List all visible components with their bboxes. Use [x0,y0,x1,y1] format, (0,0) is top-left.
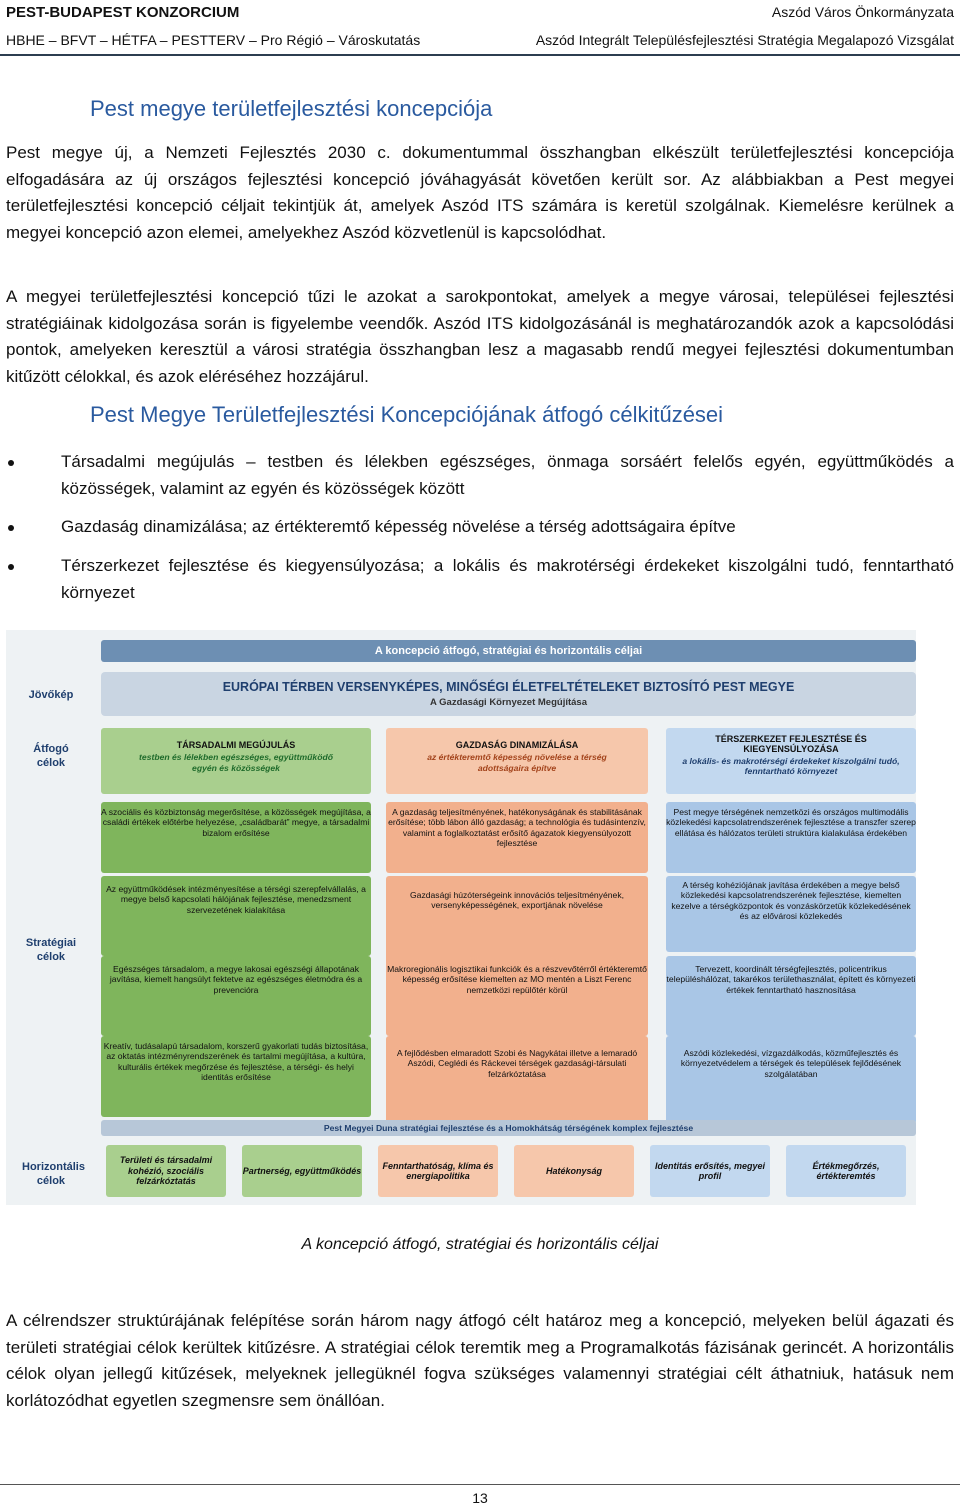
strategic-goal: Gazdasági húzóterségeink innovációs teljesítményének, versenyképességének, exportjának növelése [386,876,648,962]
section-title: Pest megye területfejlesztési koncepciója [90,96,493,121]
strategic-goal: A szociális és közbiztonság megerősítése, a közösségek megújítása, a családi értékek előtérbe helyezése, „családbarát” megye, a társadalmi bizalom erősítése [101,802,371,873]
footer-divider [0,1484,960,1485]
goal-title: GAZDASÁG DINAMIZÁLÁSA [455,740,579,750]
strategic-goal: Tervezett, koordinált térségfejlesztés, policentrikus településhálózat, takarékos területhasználat, épített és környezeti értékek fenntartható hasznosítása [666,956,916,1036]
strategic-goal: Kreatív, tudásalapú társadalom, korszerű gyakorlati tudás biztosítása, az oktatás intézményrendszerének és tartalmi megújítása, a kultúra, kulturális értékek megőrzése és fejlesztése, a térségi- és helyi identitás erősítése [101,1036,371,1117]
page-header-top [0,4,960,24]
header-doc: Aszód Integrált Településfejlesztési Stratégia Megalapozó Vizsgálat [535,32,954,48]
bullet-text: Társadalmi megújulás – testben és lélekben egészséges, önmaga sorsáért felelős egyén, együttműködés a közösségek, valamint az egyén és közösségek között [61,452,954,498]
strategic-goal: Egészséges társadalom, a megye lakosai egészségi állapotának javítása, kiemelt hangsúlyt fektetve az egészséges életmódra és a prevencióra [101,956,371,1036]
goal-subtitle: testben és lélekben egészséges, együttműködő egyén és közösségek [139,752,333,773]
strategic-goal: Aszódi közlekedési, vízgazdálkodás, közműfejlesztés és környezetvédelem a térségek és települések fejlődésének szolgálatában [666,1036,916,1124]
paragraph-1: Pest megye új, a Nemzeti Fejlesztés 2030 c. dokumentummal összhangban elkészült területfejlesztési koncepciója elfogadására az új országos fejlesztési koncepció jóváhagyását követően került sor. Az alábbiakban a Pest megyei területfejlesztési koncepció céljait tekintjük át, amelyek Aszód ITS számára is keretül szolgálnak. Kiemelésre kerülnek a megyei koncepció azon elemei, amelyekhez Aszód közvetlenül is kapcsolódhat. [6,143,954,242]
paragraph-2: A megyei területfejlesztési koncepció tűzi le azokat a sarokpontokat, amelyek a megye városai, települései fejlesztési stratégiáinak kidolgozása során is figyelembe veendők. Aszód ITS kidolgozásánál is meghatározandók azok a kapcsolódási pontok, amelyeken keresztül a városi stratégia összhangban lesz a magasabb rendű megyei fejlesztési dokumentumban kitűzött célokkal, és azok eléréséhez hozzájárul. [6,287,954,386]
horizontal-goal: Értékmegőrzés, értékteremtés [786,1145,906,1197]
page-header-bottom [0,32,960,56]
bullet-text: Gazdaság dinamizálása; az értékteremtő képesség növelése a térség adottságaira építve [61,517,736,536]
side-label-horizontal: Horizontális célok [22,1161,85,1187]
page-number: 13 [472,1490,488,1506]
bullet-dot-icon [8,564,14,570]
header-org: PEST-BUDAPEST KONZORCIUM [6,4,240,21]
goal-box-social [101,728,371,794]
concept-diagram [6,630,916,1205]
vision-title: EURÓPAI TÉRBEN VERSENYKÉPES, MINŐSÉGI ÉLETFELTÉTELEKET BIZTOSÍTÓ PEST MEGYE [222,680,795,694]
side-label-vision: Jövőkép [28,689,74,701]
strategic-goal: A fejlődésben elmaradott Szobi és Nagykátai illetve a lemaradó Aszódi, Ceglédi és Ráckevei térségek gazdasági-társulati felzárkóztatása [386,1036,648,1124]
side-label-goals: Átfogó célok [33,743,69,769]
strategic-goal: Pest megye térségének nemzetközi és országos multimodális közlekedési kapcsolatrendszerének fejlesztése a transzfer szerep ellátása és hálózatos területi struktúra kialakulása érdekében [666,802,916,873]
diagram-bottom-bar: Pest Megyei Duna stratégiai fejlesztése és a Homokhátság térségének komplex fejlesztése [101,1120,916,1136]
strategic-goal: A térség kohéziójának javítása érdekében a megye belső közlekedési kapcsolatrendszerének fejlesztése, kiemelten kezelve a térségközpontok és vonzáskörzetük közlekedésének és az elővárosi közlekedés [666,876,916,952]
goal-subtitle: az értékteremtő képesség növelése a térség adottságaira építve [427,752,607,773]
goal-box-spatial [666,728,916,794]
horizontal-goal: Hatékonyság [514,1145,634,1197]
horizontal-goal: Területi és társadalmi kohézió, szociális felzárkóztatás [106,1145,226,1197]
diagram-top-title: A koncepció átfogó, stratégiai és horizontális céljai [101,640,916,662]
strategic-goal: Makroregionális logisztikai funkciók és a részvevőtérről értékteremtő képesség erősítése kiemelten az MO mentén a Liszt Ferenc nemzetközi repülőtér körül [386,956,648,1036]
paragraph-3: A célrendszer struktúrájának felépítése során három nagy átfogó célt határoz meg a koncepció, melyeken belül ágazati és területi stratégiai célok kerültek kitűzésre. A stratégiai célok teremtik meg a Programalkotás fázisának gerincét. A horizontális célok olyan jellegű kitűzések, melyeknek jellegüknél fogva szükséges valamennyi stratégiai célt áthatniuk, hatásuk nem korlátozódhat egyetlen szegmensre sem önállóan. [6,1311,954,1410]
goal-box-economy [386,728,648,794]
side-label-strategic: Stratégiai célok [25,937,77,963]
goal-title: TÁRSADALMI MEGÚJULÁS [176,740,296,750]
horizontal-goal: Partnerség, együttműködés [242,1145,362,1197]
horizontal-goal: Identitás erősítés, megyei profil [650,1145,770,1197]
bullet-dot-icon [8,525,14,531]
figure-caption: A koncepció átfogó, stratégiai és horizontális céljai [301,1236,659,1253]
horizontal-goal: Fenntarthatóság, klíma és energiapolitika [378,1145,498,1197]
goal-subtitle: a lokális- és makrotérségi érdekeket kiszolgálni tudó, fenntartható környezet [682,755,900,777]
strategic-goal: Az együttműködések intézményesítése a térségi szerepfelvállalás, a megye belső kapcsolati hálójának fejlesztése, menedzsment szervezetének kialakítása [101,876,371,956]
bullet-dot-icon [8,460,14,466]
subsection-title: Pest Megye Területfejlesztési Koncepciójának átfogó célkitűzései [90,402,724,427]
header-partners: HBHE – BFVT – HÉTFA – PESTTERV – Pro Régió – Városkutatás [6,32,421,48]
strategic-goal: A gazdaság teljesítményének, hatékonyságának és stabilitásának erősítése; több lábon álló gazdaság; a technológia és tudásintenzív, valamint a foglalkoztatást erősítő ágazatok kiegyensúlyozott fejlesztése [386,802,648,873]
bullet-text: Térszerkezet fejlesztése és kiegyensúlyozása; a lokális és makrotérségi érdekeket kiszolgálni tudó, fenntartható környezet [61,556,954,602]
vision-subtitle: A Gazdasági Környezet Megújítása [430,697,587,708]
goal-title: TÉRSZERKEZET FEJLESZTÉSE ÉS KIEGYENSÚLYOZÁSA [715,734,867,755]
vision-box [101,672,916,716]
header-client: Aszód Város Önkormányzata [771,4,954,20]
